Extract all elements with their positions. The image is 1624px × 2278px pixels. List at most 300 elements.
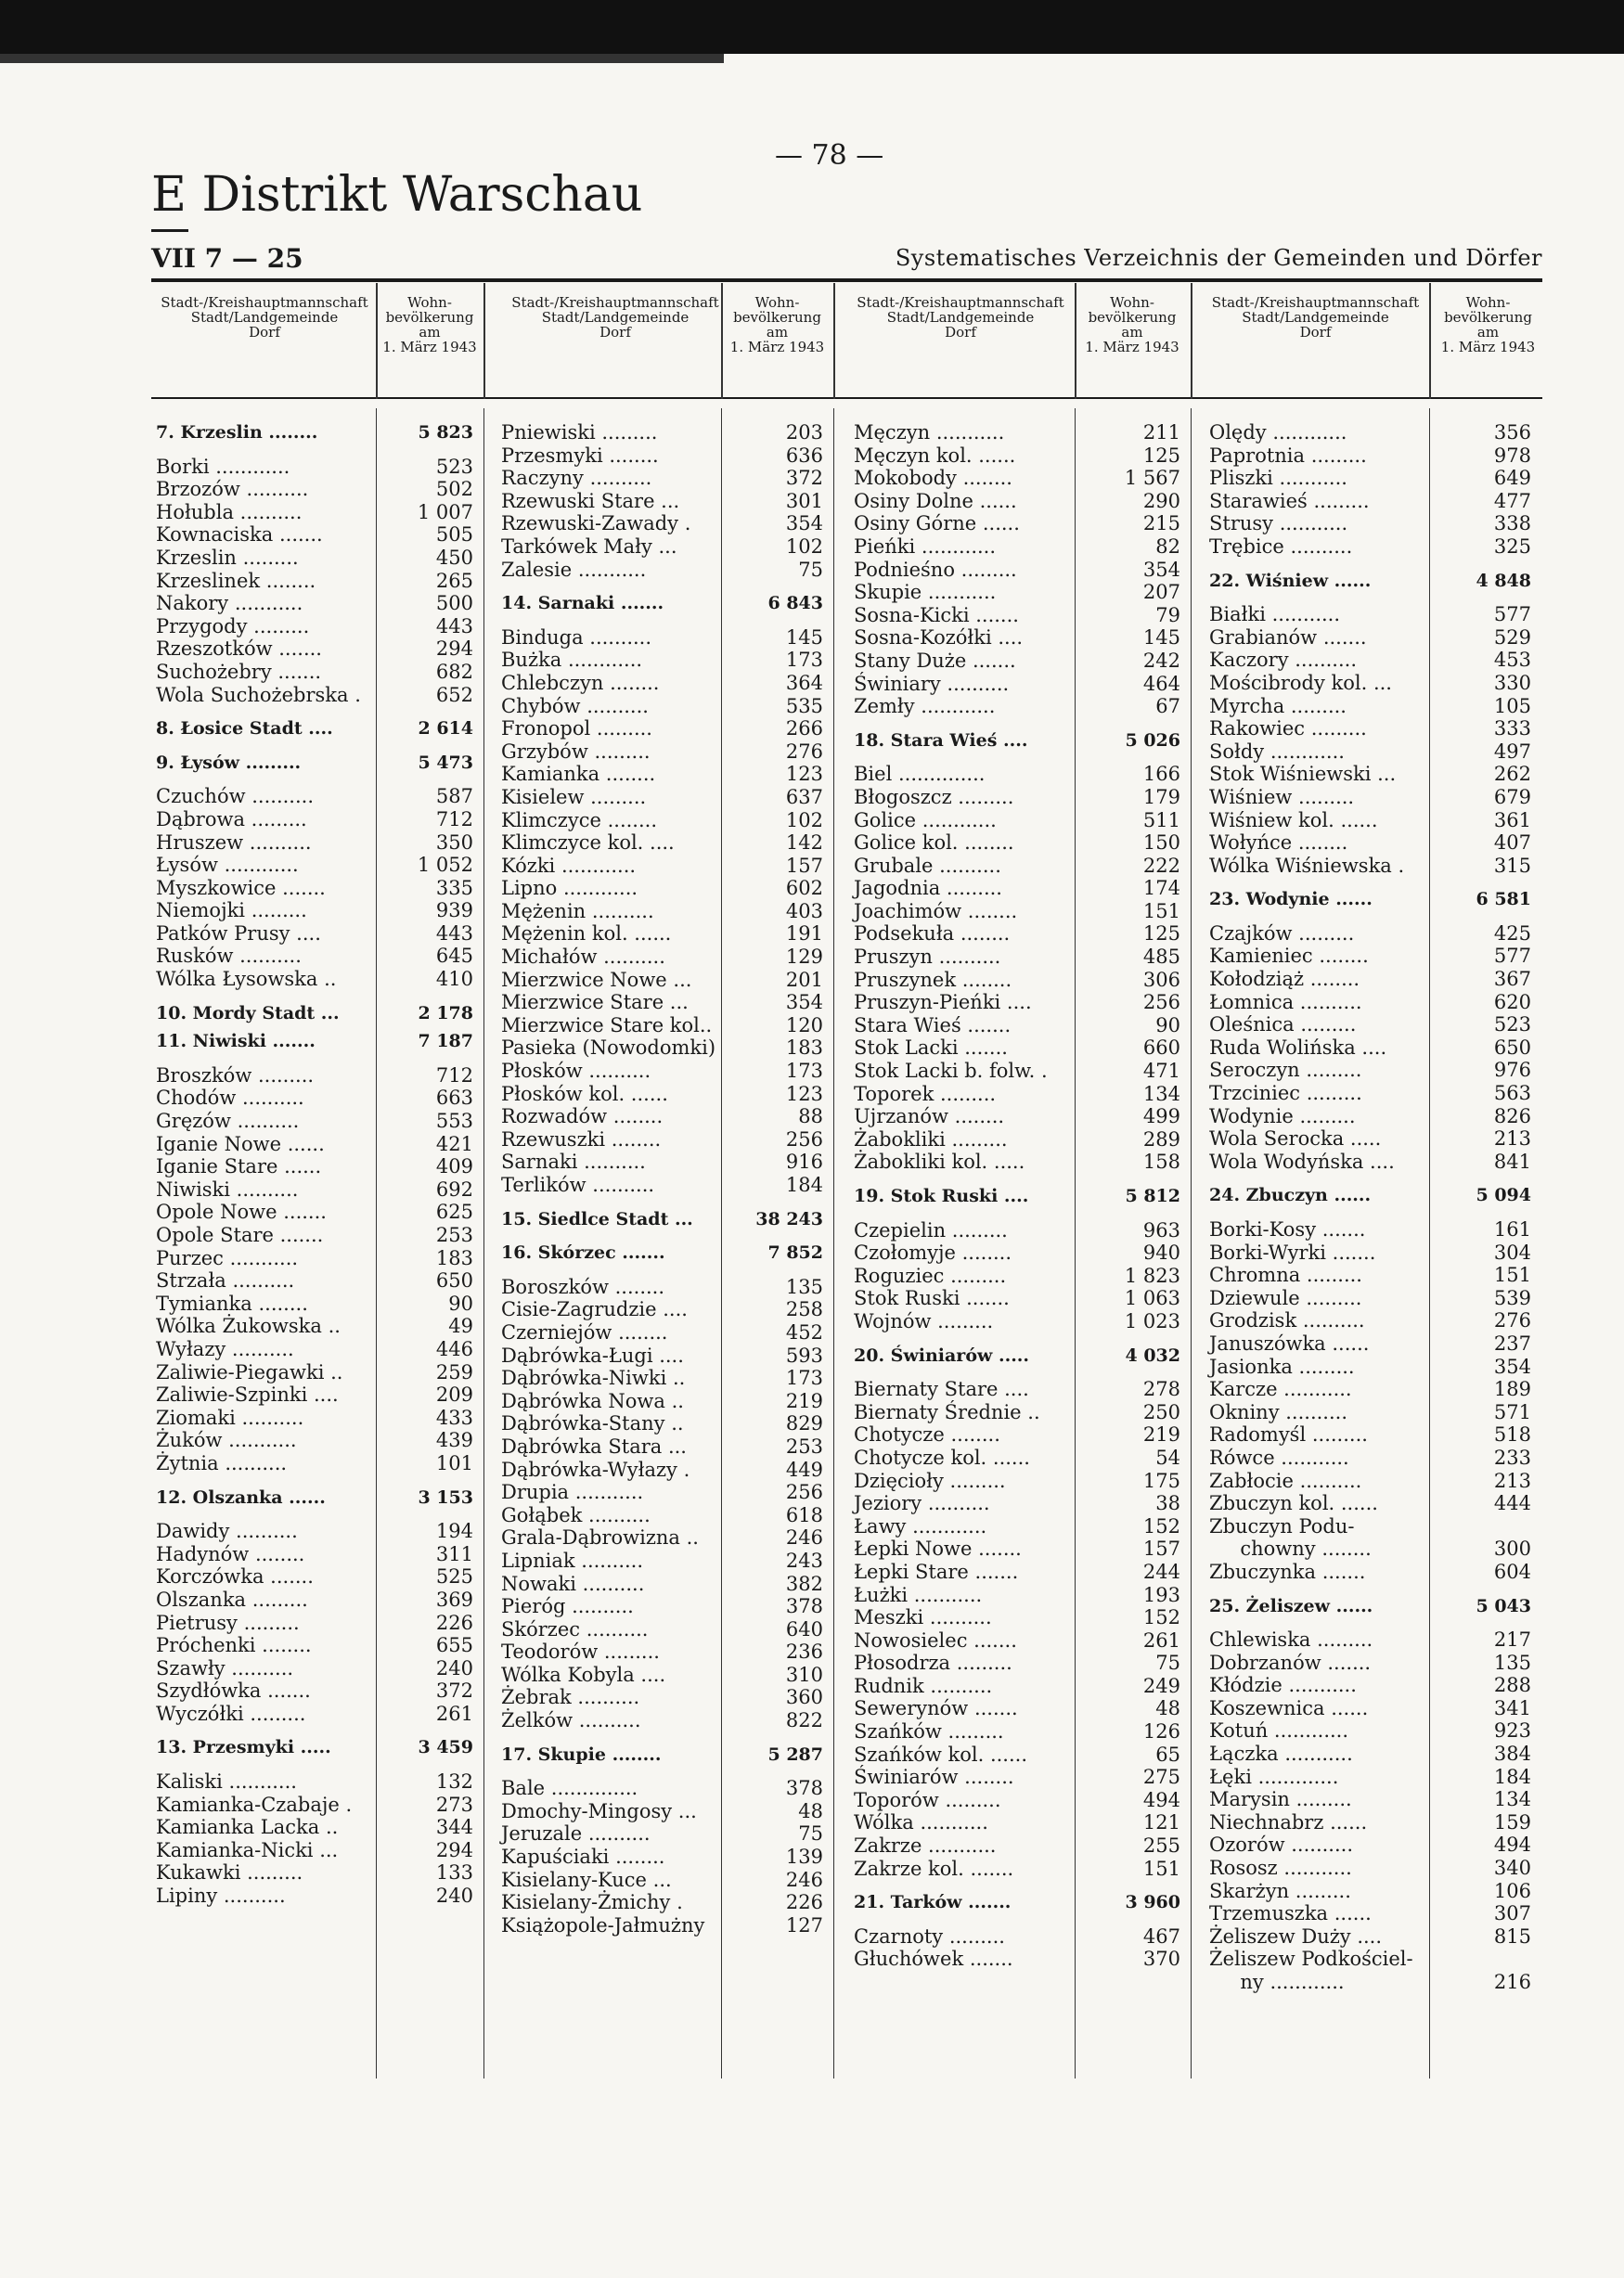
village-row xyxy=(854,626,1188,650)
place-name: Klimczyce ........ xyxy=(501,808,657,831)
place-name: Wodynie ......... xyxy=(1209,1104,1356,1127)
village-row xyxy=(501,786,831,809)
row-spacer xyxy=(501,1230,831,1242)
municipality-row xyxy=(854,729,1188,753)
population-value: 477 xyxy=(1493,489,1531,512)
place-name: Zaliwie-Szpinki .... xyxy=(156,1384,339,1407)
village-row xyxy=(1209,1652,1539,1675)
village-row xyxy=(1209,1013,1539,1036)
place-name: Iganie Stare ...... xyxy=(156,1155,322,1178)
population-value: 410 xyxy=(435,968,473,991)
row-spacer xyxy=(854,1367,1188,1378)
village-row xyxy=(501,1105,831,1128)
place-name: Krzeslin ......... xyxy=(156,546,299,569)
village-row xyxy=(1209,672,1539,695)
village-row xyxy=(1209,512,1539,535)
place-name: Gręzów .......... xyxy=(156,1110,300,1133)
population-value: 378 xyxy=(785,1777,823,1800)
place-name: Hruszew .......... xyxy=(156,830,312,854)
village-row xyxy=(854,1014,1188,1037)
place-name: ny ............ xyxy=(1209,1971,1345,1993)
row-spacer xyxy=(1209,877,1539,888)
place-name: Karcze ........... xyxy=(1209,1378,1352,1401)
place-name: Żeliszew Duży .... xyxy=(1209,1924,1383,1948)
place-name: Biernaty Średnie .. xyxy=(854,1400,1040,1423)
population-value: 453 xyxy=(1493,649,1531,672)
population-value: 2 614 xyxy=(418,718,473,740)
place-name: Żytnia .......... xyxy=(156,1451,288,1474)
place-name: Ziomaki .......... xyxy=(156,1406,304,1429)
village-row xyxy=(1209,1264,1539,1287)
population-value: 184 xyxy=(785,1174,823,1196)
population-value: 407 xyxy=(1493,831,1531,855)
population-value: 134 xyxy=(1493,1788,1531,1811)
place-name: Ujrzanów ........ xyxy=(854,1105,1005,1128)
village-row xyxy=(501,1686,831,1709)
population-value: 183 xyxy=(435,1246,473,1269)
place-name: Mokobody ........ xyxy=(854,467,1012,490)
village-row xyxy=(854,1675,1188,1698)
population-value: 976 xyxy=(1493,1059,1531,1082)
population-value: 421 xyxy=(435,1132,473,1155)
population-value: 129 xyxy=(785,946,823,969)
place-name: Bużka ............ xyxy=(501,649,643,672)
place-name: Wołyńce ........ xyxy=(1209,831,1348,855)
place-name: Dawidy .......... xyxy=(156,1520,298,1543)
place-name: Błogoszcz ......... xyxy=(854,785,1014,808)
place-name: 14. Sarnaki ....... xyxy=(501,593,664,614)
place-name: Głuchówek ....... xyxy=(854,1948,1013,1971)
population-value: 500 xyxy=(435,592,473,615)
place-name: Dąbrówka Nowa .. xyxy=(501,1389,684,1412)
village-row xyxy=(156,1269,481,1293)
village-row xyxy=(854,922,1188,946)
village-row xyxy=(854,444,1188,468)
row-spacer xyxy=(854,1174,1188,1185)
population-value: 209 xyxy=(435,1384,473,1407)
village-row xyxy=(854,1083,1188,1106)
village-row xyxy=(854,695,1188,718)
municipality-row xyxy=(156,1736,481,1759)
population-value: 1 023 xyxy=(1124,1309,1180,1332)
place-name: Przesmyki ........ xyxy=(501,444,659,467)
population-value: 511 xyxy=(1142,808,1180,831)
village-row xyxy=(156,808,481,831)
place-name: Kamianka Lacka .. xyxy=(156,1816,339,1839)
village-row xyxy=(854,1720,1188,1744)
population-value: 361 xyxy=(1493,808,1531,831)
village-row xyxy=(501,1481,831,1504)
row-spacer xyxy=(1209,1207,1539,1218)
village-row xyxy=(854,581,1188,604)
population-value: 174 xyxy=(1142,877,1180,900)
header-divider xyxy=(721,283,723,399)
village-row xyxy=(1209,1766,1539,1789)
place-name: Świniarów ........ xyxy=(854,1766,1014,1789)
population-value: 276 xyxy=(785,740,823,763)
place-name: Korczówka ....... xyxy=(156,1565,314,1589)
municipality-row xyxy=(854,1185,1188,1208)
place-name: Olędy ............ xyxy=(1209,421,1347,444)
village-row xyxy=(854,855,1188,878)
column-divider xyxy=(483,408,484,2079)
population-value: 1 567 xyxy=(1124,467,1180,490)
village-row xyxy=(1209,1127,1539,1151)
village-row xyxy=(501,1276,831,1299)
place-name: Stok Lacki ....... xyxy=(854,1036,1008,1060)
village-row xyxy=(854,1925,1188,1949)
village-row xyxy=(501,946,831,969)
place-name: Joachimów ........ xyxy=(854,899,1018,922)
village-row xyxy=(156,1839,481,1862)
place-name: Żebrak .......... xyxy=(501,1686,640,1709)
population-value: 650 xyxy=(1493,1036,1531,1059)
place-name: Borki-Wyrki ....... xyxy=(1209,1241,1376,1264)
population-value: 145 xyxy=(785,625,823,649)
population-value: 841 xyxy=(1493,1150,1531,1173)
village-row xyxy=(501,1036,831,1060)
village-row xyxy=(501,991,831,1014)
place-name: Pruszyn-Pieńki .... xyxy=(854,991,1032,1014)
village-row xyxy=(854,1105,1188,1128)
population-value: 529 xyxy=(1493,625,1531,649)
village-row xyxy=(854,490,1188,513)
place-name: Niechnabrz ...... xyxy=(1209,1810,1368,1834)
village-row xyxy=(501,1822,831,1846)
place-name: Pniewiski ......... xyxy=(501,421,658,444)
population-value: 712 xyxy=(435,1063,473,1087)
village-row xyxy=(854,1697,1188,1720)
title-letter: E xyxy=(151,167,187,223)
municipality-row xyxy=(854,1345,1188,1368)
village-row xyxy=(1209,1628,1539,1652)
population-value: 213 xyxy=(1493,1127,1531,1151)
village-row xyxy=(1209,1309,1539,1332)
place-name: Pieróg .......... xyxy=(501,1595,634,1618)
municipality-row xyxy=(156,1030,481,1053)
place-name: 21. Tarków ....... xyxy=(854,1892,1012,1913)
place-name: Oleśnica ......... xyxy=(1209,1013,1357,1036)
village-row xyxy=(156,1612,481,1635)
header-name-4: Stadt-/Kreishauptmannschaft Stadt/Landgemeinde Dorf xyxy=(1211,294,1420,341)
population-value: 333 xyxy=(1493,717,1531,740)
village-row xyxy=(501,1526,831,1550)
village-row xyxy=(501,1664,831,1687)
population-value: 663 xyxy=(435,1087,473,1110)
population-value: 652 xyxy=(435,683,473,706)
population-value: 75 xyxy=(798,558,823,581)
row-spacer xyxy=(1209,1173,1539,1184)
header-top-rule xyxy=(151,278,1542,282)
village-row xyxy=(1209,603,1539,626)
place-name: Terlików .......... xyxy=(501,1174,655,1196)
village-row xyxy=(156,547,481,570)
village-row xyxy=(1209,1492,1539,1515)
place-name: Stok Lacki b. folw. . xyxy=(854,1060,1048,1083)
place-name: Nowosielec ....... xyxy=(854,1628,1017,1652)
village-row xyxy=(1209,1151,1539,1174)
place-name: Płosodrza ......... xyxy=(854,1652,1012,1675)
place-name: Rososz ........... xyxy=(1209,1857,1352,1880)
column-divider xyxy=(833,408,834,2079)
population-value: 240 xyxy=(435,1656,473,1680)
village-row xyxy=(854,1811,1188,1834)
place-name: Rzewuszki ........ xyxy=(501,1127,662,1151)
village-row xyxy=(501,1573,831,1596)
population-value: 563 xyxy=(1493,1082,1531,1105)
population-value: 236 xyxy=(785,1641,823,1664)
population-value: 523 xyxy=(435,455,473,478)
population-value: 133 xyxy=(435,1861,473,1885)
population-value: 682 xyxy=(435,660,473,683)
village-row xyxy=(501,1846,831,1869)
place-name: 24. Zbuczyn ...... xyxy=(1209,1185,1372,1206)
village-row xyxy=(156,1155,481,1178)
population-value: 325 xyxy=(1493,534,1531,558)
village-row xyxy=(854,421,1188,444)
header-pop-2: Wohn- bevölkerung am 1. März 1943 xyxy=(729,294,825,355)
population-value: 425 xyxy=(1493,921,1531,945)
village-row xyxy=(501,649,831,672)
place-name: Żeliszew Podkościel- xyxy=(1209,1948,1413,1971)
village-row xyxy=(501,1595,831,1618)
population-value: 216 xyxy=(1493,1971,1531,1993)
population-value: 330 xyxy=(1493,671,1531,694)
place-name: Zbuczyn kol. ...... xyxy=(1209,1492,1378,1515)
place-name: Strusy ........... xyxy=(1209,512,1348,535)
municipality-row xyxy=(501,1242,831,1265)
scan-top-border-fragment xyxy=(0,54,724,63)
village-row xyxy=(1209,1902,1539,1925)
population-value: 307 xyxy=(1493,1902,1531,1925)
place-name: Biernaty Stare .... xyxy=(854,1378,1029,1401)
population-value: 237 xyxy=(1493,1332,1531,1355)
row-spacer xyxy=(156,1053,481,1064)
village-row xyxy=(501,1777,831,1800)
population-value: 499 xyxy=(1142,1105,1180,1128)
population-value: 625 xyxy=(435,1201,473,1224)
village-row xyxy=(501,763,831,786)
village-row xyxy=(156,1452,481,1475)
population-value: 250 xyxy=(1142,1400,1180,1423)
place-name: Dąbrówka-Wyłazy . xyxy=(501,1458,690,1481)
population-value: 79 xyxy=(1155,603,1180,626)
place-name: Ruda Wolińska .... xyxy=(1209,1036,1387,1059)
population-value: 82 xyxy=(1155,534,1180,558)
village-row xyxy=(501,1298,831,1321)
place-name: Januszówka ...... xyxy=(1209,1332,1370,1355)
village-row xyxy=(156,592,481,615)
village-row xyxy=(854,1629,1188,1653)
place-name: Kołodziąż ........ xyxy=(1209,968,1360,991)
village-row xyxy=(854,673,1188,696)
population-value: 261 xyxy=(1142,1628,1180,1652)
village-row xyxy=(501,421,831,444)
village-row xyxy=(1209,809,1539,832)
place-name: Czuchów .......... xyxy=(156,785,314,808)
village-row xyxy=(854,1219,1188,1242)
population-value: 126 xyxy=(1142,1720,1180,1744)
place-name: Grubale .......... xyxy=(854,854,1001,877)
population-value: 290 xyxy=(1142,489,1180,512)
place-name: Chybów .......... xyxy=(501,694,649,717)
village-row xyxy=(854,1423,1188,1447)
population-value: 213 xyxy=(1493,1469,1531,1492)
population-value: 152 xyxy=(1142,1606,1180,1629)
header-bottom-rule xyxy=(151,397,1542,399)
place-name: 7. Krzeslin ........ xyxy=(156,422,318,443)
place-name: Szawły .......... xyxy=(156,1656,294,1680)
place-name: Grabianów ....... xyxy=(1209,625,1367,649)
place-name: Wólka Żukowska .. xyxy=(156,1315,341,1338)
place-name: Próchenki ........ xyxy=(156,1634,312,1657)
village-row xyxy=(156,570,481,593)
place-name: Toporów ......... xyxy=(854,1788,1001,1811)
village-row xyxy=(1209,1105,1539,1128)
place-name: Pruszynek ........ xyxy=(854,968,1012,991)
village-row xyxy=(854,1128,1188,1152)
village-row xyxy=(501,1321,831,1345)
village-row xyxy=(854,1492,1188,1515)
place-name: Ozorów .......... xyxy=(1209,1834,1354,1857)
village-row xyxy=(156,1247,481,1270)
population-value: 636 xyxy=(785,444,823,467)
population-value: 207 xyxy=(1142,581,1180,604)
village-row xyxy=(501,855,831,878)
row-spacer xyxy=(156,706,481,717)
place-name: 18. Stara Wieś .... xyxy=(854,729,1028,751)
place-name: Zalesie ........... xyxy=(501,558,647,581)
village-row xyxy=(1209,1788,1539,1811)
village-row xyxy=(156,1110,481,1133)
place-name: Marysin ......... xyxy=(1209,1788,1352,1811)
place-name: Koszewnica ...... xyxy=(1209,1696,1369,1719)
place-name: Wólka Wiśniewska . xyxy=(1209,854,1405,877)
village-row xyxy=(156,1680,481,1703)
place-name: Mościbrody kol. ... xyxy=(1209,671,1392,694)
village-row xyxy=(854,559,1188,582)
village-row xyxy=(156,1429,481,1452)
village-row xyxy=(156,615,481,638)
place-name: Kaczory .......... xyxy=(1209,649,1358,672)
place-name: Ławy ............ xyxy=(854,1514,987,1538)
population-value: 301 xyxy=(785,489,823,512)
header-divider xyxy=(1429,283,1431,399)
place-name: Rudnik .......... xyxy=(854,1674,993,1697)
village-row xyxy=(501,1412,831,1435)
village-row xyxy=(1209,467,1539,490)
population-value: 940 xyxy=(1142,1242,1180,1265)
place-name: Osiny Górne ...... xyxy=(854,512,1020,535)
population-value: 467 xyxy=(1142,1924,1180,1948)
population-value: 134 xyxy=(1142,1082,1180,1105)
village-row xyxy=(501,467,831,490)
row-spacer xyxy=(854,1880,1188,1891)
village-row xyxy=(1209,1423,1539,1447)
place-name: chowny ........ xyxy=(1209,1538,1372,1561)
population-value: 464 xyxy=(1142,672,1180,695)
village-row xyxy=(1209,1857,1539,1880)
population-value: 497 xyxy=(1493,740,1531,763)
place-name: Lipno ............ xyxy=(501,877,638,900)
village-row xyxy=(1209,1743,1539,1766)
place-name: 10. Mordy Stadt ... xyxy=(156,1002,340,1023)
place-name: 19. Stok Ruski .... xyxy=(854,1186,1029,1206)
municipality-row xyxy=(1209,570,1539,593)
village-row xyxy=(501,1060,831,1083)
village-row xyxy=(1209,490,1539,513)
village-row xyxy=(854,763,1188,786)
village-row xyxy=(1209,1971,1539,1994)
population-value: 151 xyxy=(1493,1264,1531,1287)
village-row xyxy=(501,1390,831,1413)
place-name: Podsekuła ........ xyxy=(854,922,1011,946)
place-name: Niemojki ......... xyxy=(156,899,307,922)
village-row xyxy=(854,1242,1188,1265)
place-name: Świniary .......... xyxy=(854,672,1010,695)
place-name: Seroczyn ......... xyxy=(1209,1059,1362,1082)
population-value: 211 xyxy=(1142,421,1180,444)
header-name-3: Stadt-/Kreishauptmannschaft Stadt/Landgemeinde Dorf xyxy=(857,294,1064,341)
place-name: Zakrze ........... xyxy=(854,1834,997,1858)
village-row xyxy=(1209,855,1539,878)
population-value: 372 xyxy=(785,467,823,490)
place-name: Wola Wodyńska .... xyxy=(1209,1150,1395,1173)
village-row xyxy=(1209,763,1539,786)
municipality-row xyxy=(156,1486,481,1510)
population-value: 90 xyxy=(1155,1013,1180,1036)
population-value: 963 xyxy=(1142,1218,1180,1242)
place-name: Dąbrowa ......... xyxy=(156,807,307,830)
village-row xyxy=(854,1834,1188,1858)
row-spacer xyxy=(156,1759,481,1770)
population-value: 217 xyxy=(1493,1628,1531,1652)
population-value: 494 xyxy=(1142,1788,1180,1811)
place-name: Jagodnia ......... xyxy=(854,877,1002,900)
place-name: Kózki ............ xyxy=(501,854,637,877)
place-name: Żabokliki ......... xyxy=(854,1127,1008,1151)
place-name: Zemły ............ xyxy=(854,695,996,718)
place-name: Rakowiec ......... xyxy=(1209,717,1367,740)
population-value: 157 xyxy=(1142,1538,1180,1561)
place-name: Kisielany-Kuce ... xyxy=(501,1868,672,1891)
population-value: 139 xyxy=(785,1846,823,1869)
place-name: Paprotnia ......... xyxy=(1209,444,1367,467)
place-name: Raczyny .......... xyxy=(501,467,652,490)
place-name: Gołąbek .......... xyxy=(501,1503,651,1526)
village-row xyxy=(156,1657,481,1680)
village-row xyxy=(854,946,1188,969)
village-row xyxy=(501,1345,831,1368)
population-value: 75 xyxy=(798,1822,823,1846)
place-name: Podnieśno ......... xyxy=(854,558,1017,581)
village-row xyxy=(854,1948,1188,1971)
column-divider xyxy=(1191,408,1192,2079)
village-row xyxy=(854,1744,1188,1767)
place-name: Tymianka ........ xyxy=(156,1292,308,1315)
population-value: 157 xyxy=(785,854,823,877)
village-row xyxy=(501,1128,831,1152)
village-row xyxy=(501,695,831,718)
population-value: 3 459 xyxy=(418,1737,473,1758)
population-value: 712 xyxy=(435,807,473,830)
municipality-row xyxy=(501,1208,831,1231)
row-spacer xyxy=(1209,1617,1539,1628)
population-value: 219 xyxy=(785,1389,823,1412)
place-name: Opole Nowe ....... xyxy=(156,1201,327,1224)
place-name: Teodorów ......... xyxy=(501,1641,660,1664)
place-name: Mężenin .......... xyxy=(501,899,654,922)
